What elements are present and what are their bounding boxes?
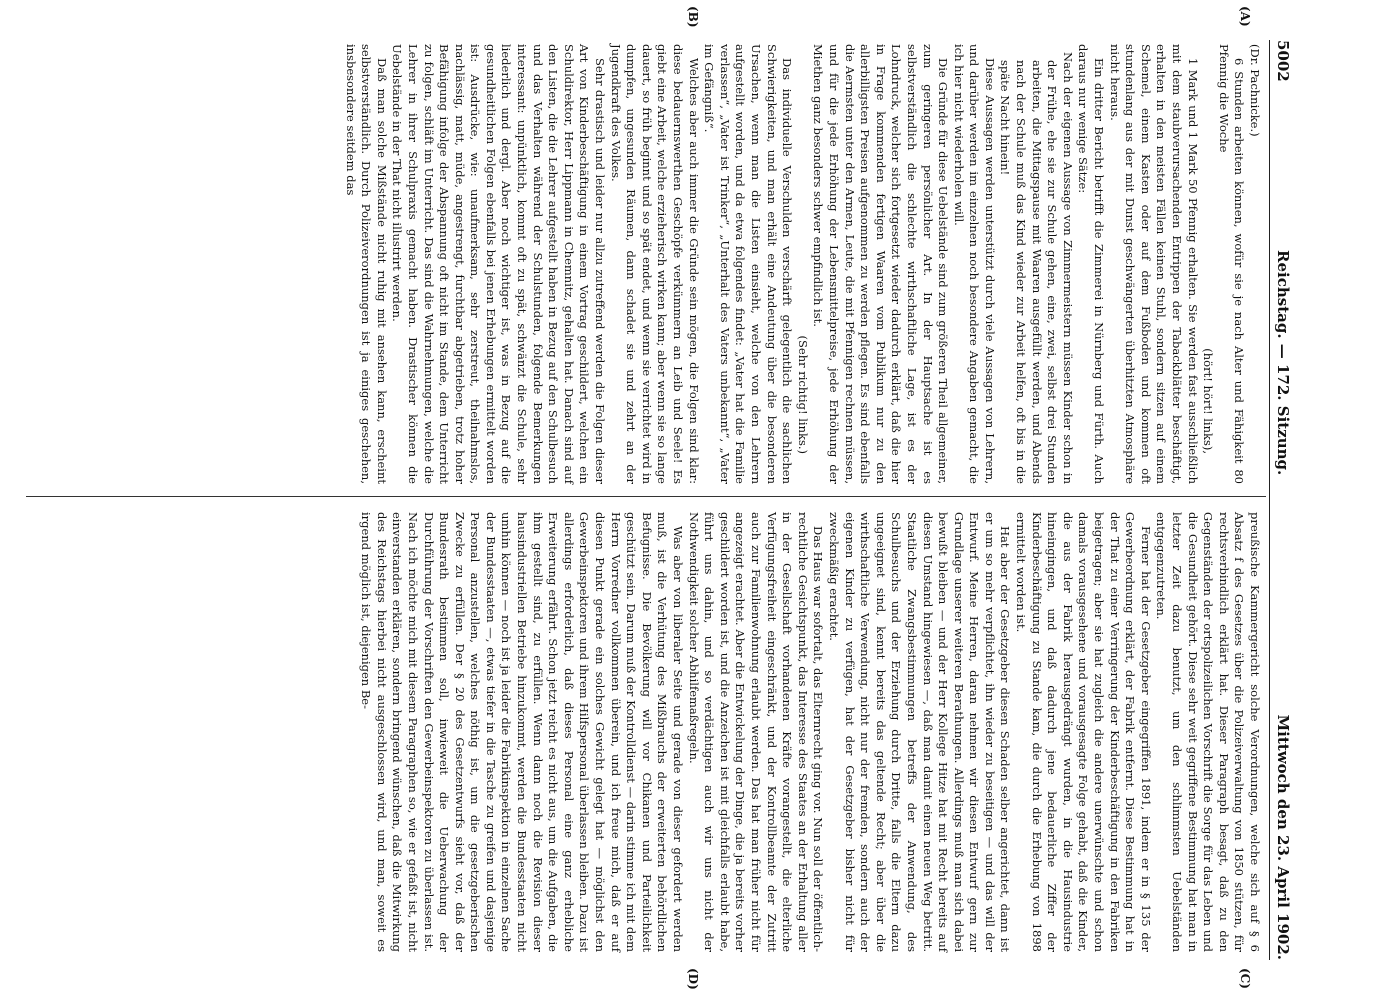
margin-marker-d: (D) <box>686 968 700 990</box>
paragraph: Ferner hat der Gesetzgeber eingegriffen 1891, indem er in § 135 der Gewerbeordnung erklärt, der Fabrik entfernt. Diese Bestimmung hat in der That zu einer Verringerung der Kinderbeschäftigung in den Fabriken beigetragen; aber sie hat zugleich die andere unerwünschte und schon damals vorausgesehene und vorausgesagte Folge gehabt, daß die Kinder, die aus der Fabrik herausgedrängt wurden, in die Hausindustrie hineingingen, und daß dadurch jene bedauerliche Ziffer der Kinderbeschäftigung zu Stande kam, die durch die Erhebung von 1898 ermittelt worden ist. <box>1014 512 1153 952</box>
quotation: Nach der eigenen Aussage von Zimmermeistern müssen Kinder schon in der Frühe, ehe sie zur Schule gehen, eine, zwei, selbst drei Stunden arbeiten, die Mittagspause mit Waaren ausgefüllt werden, und Abends nach der Schule muß das Kind wieder zur Arbeit helfen, oft bis in die späte Nacht hinein! <box>998 52 1075 484</box>
page-title: Reichstag. — 172. Sitzung. <box>1274 250 1292 476</box>
paragraph: Sehr drastisch und leider nur allzu zutreffend werden die Folgen dieser Art von Kinderbeschäftigung in einem Vortrag geschildert, welchen ein Schuldirektor, Herr Lippmann in Chemnitz, gehalten hat. Danach sind auf den Listen, die die Lehrer aufgestellt haben in Bezug auf den Schulbesuch und das Verhalten während der Schulstunden, folgende Bemerkungen interessant: unpünktlich, kommt oft zu spät, schwänzt die Schule, sehr liederlich und dergl. Aber noch wichtiger ist, was in Bezug auf die gesundheitlichen Folgen ebenfalls bei jenen Erhebungen ermittelt worden ist: Ausdrücke, wie: unaufmerksam, sehr zerstreut, theilnahmslos, nachlässig, matt, müde, angestrengt, furchtbar abgetrieben, trotz hoher Befähigung infolge der Abspannung oft nicht im Stande, dem Unterricht zu folgen, schläft im Unterricht. Das sind die Wahrnehmungen, welche die Lehrer in ihrer Schulpraxis gemacht haben. Drastischer können die Uebelstände in der That nicht illustrirt werden. <box>390 44 608 484</box>
paragraph: Diese Aussagen werden unterstützt durch viele Aussagen von Lehrern, und darüber werden im einzelnen noch besondere Angaben gemacht, die ich hier nicht wiederholen will. <box>951 44 997 484</box>
paragraph: preußische Kammergericht solche Verordnungen, welche sich auf § 6 Absatz f des Gesetzes über die Polizeiverwaltung von 1850 stützen, für rechtsverbindlich erklärt hat. Dieser Paragraph besagt, daß zu den Gegenständen der ortspolizeilichen Vorschrift die Sorge für das Leben und die Gesundheit gehört. Diese sehr weit gegriffene Bestimmung hat man in letzter Zeit dazu benutzt, um den schlimmsten Uebelständen entgegenzutreten. <box>1154 512 1262 952</box>
speaker-name: (Dr. Pachnicke.) <box>1248 44 1262 137</box>
page-header <box>1268 40 1296 960</box>
left-column <box>342 44 1262 484</box>
paragraph: Das individuelle Verschulden verschärft gelegentlich die sachlichen Schwierigkeiten, und man erhält eine Andeutung über die besonderen Ursachen, wenn man die Listen einsieht, welche von den Lehrern aufgestellt worden, und da etwa folgendes findet: „Vater hat die Familie verlassen“, „Vater ist Trinker“, „Unterhalt des Vaters unbekannt“, „Vater im Gefängniß“. <box>702 44 795 484</box>
paragraph: Die Gründe für diese Uebelstände sind zum größeren Theil allgemeiner, zum geringeren persönlicher Art. In der Hauptsache ist es selbstverständlich die schlechte wirthschaftliche Lage, ist es der Lohndruck, welcher sich fortgesetzt wieder dadurch erklärt, daß die hier in Frage kommenden fertigen Waaren vom Publikum nur zu den allerbilligsten Preisen aufgenommen zu werden pflegen. Es sind ebenfalls die Aermsten unter den Armen, Leute, die mit Pfennigen rechnen müssen, und für die jede Erhöhung der Lebensmittelpreise, jede Erhöhung der Miethen ganz besonders schwer empfindlich ist. <box>811 44 951 484</box>
paragraph: Das Haus war sofortalt, das Elternrecht ging vor. Nun soll der öffentlich-rechtliche Gesichtspunkt, das Interesse des Staates an der Erhaltung aller in der Gesellschaft vorhandenen Kräfte vorangestellt, die elterliche Verfügungsfreiheit eingeschränkt, und der Kontrollbeamte der Zutritt auch zur Familienwohnung erlaubt werden. Das hat man früher nicht für angezeigt erachtet. Aber die Entwickelung der Dinge, die ja bereits vorher geschildert worden ist, und die Anzeichen ist mit gleichfalls erlaubt habe, führt uns dahin, und so verdächtigen auch wir uns nicht der Nothwendigkeit solcher Abhilfemaßregeln. <box>686 512 826 952</box>
paragraph: Welches aber auch immer die Gründe sein mögen, die Folgen sind klar: diese bedauernswerthen Geschöpfe verkümmern an Leib und Seele! Es giebt eine Arbeit, welche erzieherisch wirken kann; aber wenn sie so lange dauert, so früh beginnt und so spät endet, und wenn sie verrichtet wird in dumpfen, ungesunden Räumen, dann schadet sie und zehrt an der Jugendkraft des Volkes. <box>608 44 701 484</box>
session-date: Mittwoch den 23. April 1902. <box>1274 714 1292 960</box>
header-rule <box>1269 40 1270 960</box>
paragraph: 1 Mark und 1 Mark 50 Pfennig erhalten. Sie werden fast ausschließlich mit dem staubverursachenden Entrippen der Tabackblätter beschäftigt, erhalten in den meisten Fällen keinen Stuhl, sondern sitzen auf einem Schemel, einem Kasten oder auf dem Fußboden und kommen oft stundenlang aus der mit Dunst geschwängerten überhitzten Atmosphäre nicht heraus. <box>1107 44 1200 484</box>
column-divider <box>26 496 1266 497</box>
page-number: 5002 <box>1274 40 1292 82</box>
paragraph: Daß man solche Mißstände nicht ruhig mit ansehen kann, erscheint selbstverständlich. Durch Polizeiverordnungen ist ja einiges geschehen, insbesondere seitdem das <box>343 44 389 484</box>
interjection: (hört! hört! links), <box>1201 348 1216 454</box>
paragraph: Ein dritter Bericht betrifft die Zimmerei in Nürnberg und Fürth. Auch daraus nur wenige Sätze: <box>1076 44 1107 484</box>
paragraph: Was aber von liberaler Seite und gerade von dieser gefordert werden muß, ist die Verhütung des Mißbrauchs der erweiterten behördlichen Befugnisse. Die Bevölkerung will vor Chikanen und Parteilichkeit geschützt sein. Darum muß der Kontrolldienst — darin stimme ich mit dem Herrn Vorredner vollkommen überein, und ich freue mich, daß er auf diesen Punkt gerade ein solches Gewicht gelegt hat — möglichst den Gewerbeinspektoren und ihrem Hilfspersonal überlassen bleiben. Dazu ist allerdings erforderlich, daß dieses Personal eine ganz erhebliche Erweiterung erfährt. Schon jetzt reicht es nicht aus, um die Aufgaben, die ihm gestellt sind, zu erfüllen. Wenn dann noch die Revision dieser hausindustriellen Betriebe hinzukommt, werden die Bundesstaaten nicht umhin können — noch ist ja leider die Fabrikinspektion in einzelnen Sache der Bundesstaaten —, etwas tiefer in die Tasche zu greifen und dasjenige Personal anzustellen, welches nöthig ist, um die gesetzgeberischen Zwecke zu erfüllen. Der § 20 des Gesetzentwurfs sieht vor, daß der Bundesrath bestimmen soll, inwieweit die Ueberwachung der Durchführung der Vorschriften den Gewerbeinspektoren zu überlassen ist. Nach ich möchte mich mit diesem Paragraphen so, wie er gefaßt ist, nicht einverstanden erklären, sondern bringend wünschen, daß die Mitwirkung des Reichstags hierbei nicht ausgeschlossen wird, und man, soweit es irgend möglich ist, diejenigen Be- <box>359 512 686 952</box>
interjection: (Sehr richtig! links.) <box>795 335 810 454</box>
paragraph: 6 Stunden arbeiten können, wofür sie je nach Alter und Fähigkeit 80 Pfennig die Woche <box>1216 44 1247 484</box>
paragraph: Hat aber der Gesetzgeber diesen Schaden selber angerichtet, dann ist er um so mehr verpflichtet, ihn wieder zu beseitigen — und das will der Entwurf. Meine Herren, daran nehmen wir diesen Entwurf gern zur Grundlage unserer weiteren Berathungen. Allerdings muß man sich dabei bewußt bleiben — und der Herr Kollege Hitze hat mit Recht bereits auf diesen Umstand hingewiesen —, daß man damit einen neuen Weg betritt. Staatliche Zwangsbestimmungen betreffs der Anwendung, des Schulbesuchs und der Erziehung durch Dritte, falls die Eltern dazu ungeeignet sind, kennt bereits das geltende Recht; aber über die wirthschaftliche Verwendung, nicht nur der fremden, sondern auch der eigenen Kinder zu verfügen, hat der Gesetzgeber bisher nicht für zweckmäßig erachtet. <box>826 512 1013 952</box>
margin-marker-c: (C) <box>1238 968 1252 989</box>
margin-marker-b: (B) <box>686 6 700 28</box>
margin-marker-a: (A) <box>1238 6 1252 27</box>
right-column <box>358 512 1262 952</box>
